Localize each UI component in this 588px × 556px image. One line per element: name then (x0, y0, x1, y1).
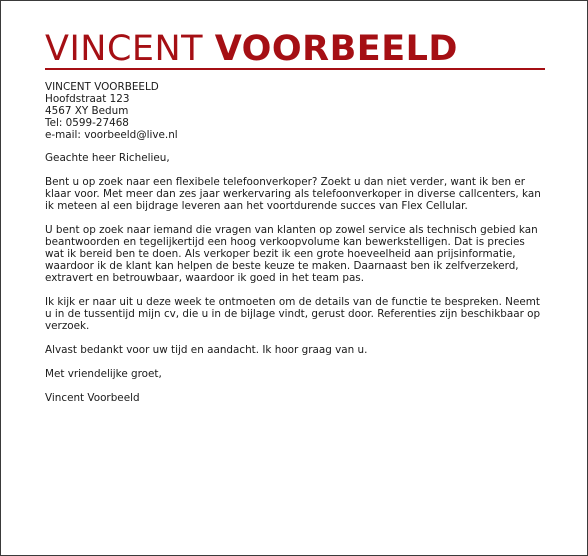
closing: Met vriendelijke groet, (45, 368, 162, 380)
sender-email: e-mail: voorbeeld@live.nl (45, 129, 178, 141)
sender-name: VINCENT VOORBEELD (45, 81, 159, 93)
sender-address (45, 81, 545, 141)
name-heading-last: VOORBEELD (214, 29, 458, 69)
letter-body (45, 81, 545, 404)
sender-phone: Tel: 0599-27468 (45, 117, 129, 129)
paragraph-meeting: Ik kijk er naar uit u deze week te ontmoeten om de details van de functie te bespreken. Neemt u in de tussentijd mijn cv, die u in de bijlage vindt, gerust door. Referenties zijn beschikbaar op verzoek. (45, 296, 541, 332)
name-heading (45, 29, 545, 69)
paragraph-intro: Bent u op zoek naar een flexibele telefoonverkoper? Zoekt u dan niet verder, want ik ben er klaar voor. Met meer dan zes jaar werkervaring als telefoonverkoper in diverse callcenters, kan ik meteen al een bijdrage leveren aan het voortdurende succes van Flex Cellular. (45, 176, 541, 212)
paragraph-qualifications: U bent op zoek naar iemand die vragen van klanten op zowel service als technisch gebied kan beantwoorden en tegelijkertijd een hoog verkoopvolume kan bewerkstelligen. Dat is precies wat ik bereid ben te doen. Als verkoper bezit ik een grote hoeveelheid aan prijsinformatie, waardoor ik de klant kan helpen de beste keuze te maken. Daarnaast ben ik zelfverzekerd, extravert en betrouwbaar, waardoor ik goed in het team pas. (45, 224, 538, 284)
sender-street: Hoofdstraat 123 (45, 93, 130, 105)
name-heading-first: VINCENT (45, 29, 204, 69)
paragraph-thanks: Alvast bedankt voor uw tijd en aandacht. Ik hoor graag van u. (45, 344, 368, 356)
salutation: Geachte heer Richelieu, (45, 152, 170, 164)
sender-city: 4567 XY Bedum (45, 105, 129, 117)
signature: Vincent Voorbeeld (45, 392, 140, 404)
letter-header (45, 29, 545, 70)
